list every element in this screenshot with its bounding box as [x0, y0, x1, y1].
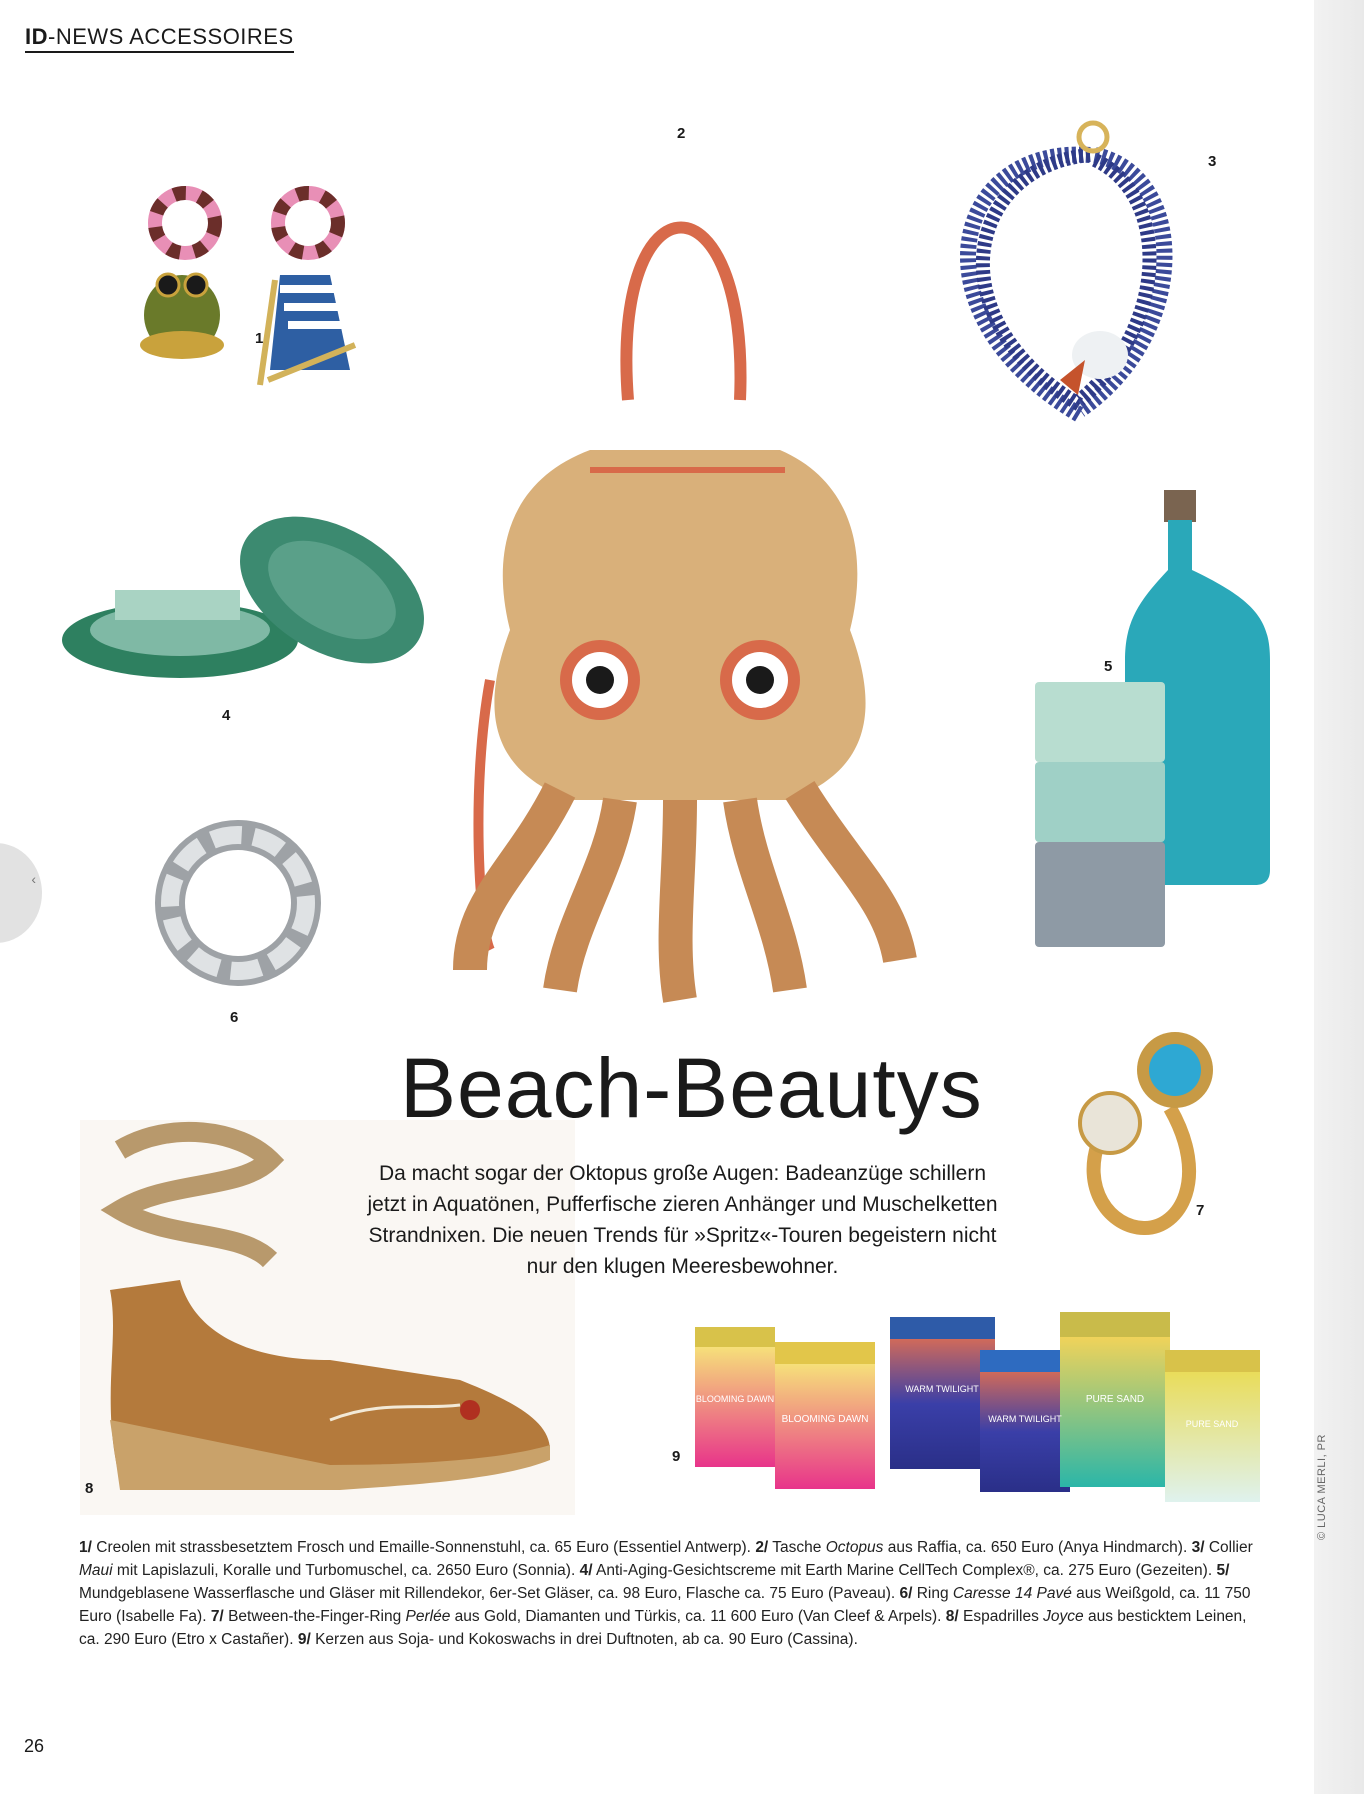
- caption-num-8: 8/: [945, 1608, 959, 1625]
- caption-text-1: Creolen mit strassbesetztem Frosch und Emaille-Sonnenstuhl, ca. 65 Euro (Essentiel Antwerp).: [96, 1539, 751, 1556]
- caption-num-3: 3/: [1191, 1539, 1205, 1556]
- product-captions: [79, 1536, 1265, 1651]
- product-number-3: 3: [1208, 153, 1217, 170]
- product-number-5: 5: [1104, 658, 1113, 675]
- header-title: -NEWS ACCESSOIRES: [48, 24, 294, 49]
- caption-text-6b: aus Weißgold, ca. 11 750 Euro (Isabelle Fa).: [79, 1585, 1251, 1625]
- caption-text-3b: mit Lapislazuli, Koralle und Turbomuschel, ca. 2650 Euro (Sonnia).: [112, 1562, 576, 1579]
- caption-text-6a: Ring: [916, 1585, 953, 1602]
- octopus-bag-image: [450, 150, 930, 1010]
- caption-num-2: 2/: [755, 1539, 769, 1556]
- chevron-left-icon: ‹: [31, 871, 36, 887]
- product-number-8: 8: [85, 1480, 94, 1497]
- product-number-2: 2: [677, 125, 686, 142]
- page-nav-tab[interactable]: [0, 843, 42, 943]
- caption-text-9: Kerzen aus Soja- und Kokoswachs in drei Duftnoten, ab ca. 90 Euro (Cassina).: [315, 1631, 858, 1648]
- caption-text-6i: Caresse 14 Pavé: [952, 1585, 1072, 1602]
- product-number-7: 7: [1196, 1202, 1205, 1219]
- caption-text-7b: aus Gold, Diamanten und Türkis, ca. 11 600 Euro (Van Cleef & Arpels).: [450, 1608, 942, 1625]
- candle-label-6: PURE SAND: [1185, 1419, 1239, 1429]
- product-number-4: 4: [222, 707, 231, 724]
- necklace-image: [910, 115, 1210, 435]
- caption-num-1: 1/: [79, 1539, 92, 1556]
- caption-text-5: Mundgeblasene Wasserflasche und Gläser mit Rillendekor, 6er-Set Gläser, ca. 98 Euro, Flasche ca. 75 Euro (Paveau).: [79, 1585, 896, 1602]
- section-header: [25, 24, 294, 53]
- candle-label-5: PURE SAND: [1085, 1394, 1145, 1405]
- headline-dash: -: [643, 1041, 673, 1135]
- candle-label-1: BLOOMING DAWN: [695, 1394, 775, 1404]
- header-prefix: ID: [25, 24, 48, 49]
- caption-text-8i: Joyce: [1043, 1608, 1084, 1625]
- caption-text-2i: Octopus: [825, 1539, 884, 1556]
- bottle-glasses-image: [1030, 490, 1280, 960]
- candle-label-3: WARM TWILIGHT: [905, 1384, 979, 1394]
- caption-num-7: 7/: [210, 1608, 224, 1625]
- page-number: 26: [24, 1736, 45, 1756]
- cream-jar-image: [60, 520, 445, 700]
- lead-paragraph: Da macht sogar der Oktopus große Augen: Badeanzüge schillern jetzt in Aquatönen, Pufferfische zieren Anhänger und Muschelketten Strandnixen. Die neuen Trends für »Spritz«-Touren begeistern nicht nur den klugen Meeresbewohner.: [367, 1162, 998, 1278]
- earrings-image: [140, 185, 410, 425]
- candle-label-2: BLOOMING DAWN: [781, 1414, 869, 1425]
- caption-text-2a: Tasche: [772, 1539, 826, 1556]
- photo-credit: © LUCA MERLI, PR: [1316, 1434, 1328, 1540]
- caption-text-2b: aus Raffia, ca. 650 Euro (Anya Hindmarch).: [883, 1539, 1188, 1556]
- candles-image: [690, 1312, 1265, 1507]
- caption-num-9: 9/: [297, 1631, 311, 1648]
- candle-label-4: WARM TWILIGHT: [988, 1414, 1062, 1424]
- caption-num-5: 5/: [1216, 1562, 1230, 1579]
- product-number-1: 1: [255, 330, 264, 347]
- caption-num-4: 4/: [579, 1562, 593, 1579]
- headline-bold: Beach: [400, 1041, 644, 1135]
- caption-text-7i: Perlée: [405, 1608, 451, 1625]
- caption-text-7a: Between-the-Finger-Ring: [228, 1608, 406, 1625]
- chain-ring-image: [150, 808, 325, 998]
- caption-num-6: 6/: [899, 1585, 913, 1602]
- caption-text-4: Anti-Aging-Gesichtscreme mit Earth Marine CellTech Complex®, ca. 275 Euro (Gezeiten).: [595, 1562, 1213, 1579]
- page-headline: [400, 1040, 983, 1137]
- caption-text-8a: Espadrilles: [963, 1608, 1044, 1625]
- caption-text-8b: aus besticktem Leinen, ca. 290 Euro (Etro x Castañer).: [79, 1608, 1247, 1648]
- caption-text-3a: Collier: [1208, 1539, 1253, 1556]
- caption-text-3i: Maui: [79, 1562, 113, 1579]
- product-number-9: 9: [672, 1448, 681, 1465]
- headline-light: Beautys: [672, 1041, 983, 1135]
- product-number-6: 6: [230, 1009, 239, 1026]
